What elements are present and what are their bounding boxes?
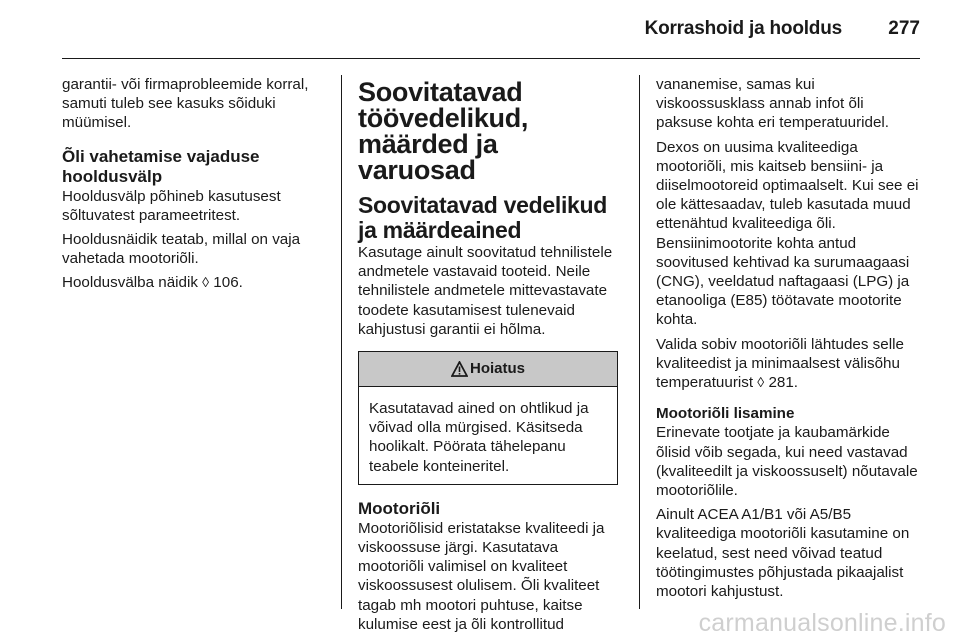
section-heading: Mootoriõli bbox=[358, 498, 441, 518]
column-middle bbox=[358, 75, 622, 639]
paragraph: Ainult ACEA A1/B1 või A5/B5 kvaliteediga mootoriõli kasutamine on keelatud, sest need võivad teatud töötingimustes põhjustada pikaajalist mootori kahjustust. bbox=[656, 506, 910, 601]
column-divider bbox=[341, 75, 342, 609]
paragraph: vananemise, samas kui viskoossusklass annab infot õli paksuse kohta eri temperatuuridel. bbox=[656, 76, 890, 132]
section-heading: Õli vahetamise vajaduse hooldusvälp bbox=[62, 146, 260, 186]
warning-label: Hoiatus bbox=[469, 360, 525, 378]
paragraph: Mootoriõlisid eristatakse kvaliteedi ja viskoossuse järgi. Kasutatava mootoriõli valimisel on kvaliteet viskoossusest olulisem. Õli kvaliteet tagab mh mootori puhtuse, kaitse kulumise eest ja õli kontrollitud bbox=[358, 519, 605, 633]
section-title: Korrashoid ja hooldus bbox=[644, 18, 842, 39]
paragraph: Erinevate tootjate ja kaubamärkide õlisid võib segada, kui need vastavad (kvaliteedilt ja viskoossuselt) nõutavale mootoriõlile. bbox=[656, 424, 918, 500]
paragraph: Dexos on uusima kvaliteediga mootoriõli, mis kaitseb bensiini- ja diiselmootoreid optimaalselt. Kui see ei ole kättesaadav, tuleb kasutada muud ettenähtud kvaliteediga õli. Bensiinimootorite kohta antud soovitused kehtivad ka surumaagaasi (CNG), veeldatud naftagaasi (LPG) ja etanooliga (E85) töötavate mootorite kohta. bbox=[656, 138, 919, 329]
column-left bbox=[62, 75, 324, 298]
paragraph-text: Valida sobiv mootoriõli lähtudes selle kvaliteedist ja minimaalsest välisõhu temperatuurist bbox=[656, 335, 904, 392]
paragraph-with-reference bbox=[62, 273, 324, 292]
chapter-title: Soovitatavad töövedelikud, määrded ja varuosad bbox=[358, 77, 529, 185]
paragraph-with-reference bbox=[656, 335, 922, 393]
page-reference-icon: ◊ bbox=[202, 274, 210, 291]
paragraph: Hooldusvälp põhineb kasutusest sõltuvatest parameetritest. bbox=[62, 187, 281, 224]
warning-header bbox=[359, 352, 617, 387]
page-reference[interactable]: 106. bbox=[209, 274, 243, 292]
watermark: carmanualsonline.info bbox=[698, 609, 946, 637]
page-number: 277 bbox=[888, 18, 920, 39]
page-header bbox=[0, 0, 960, 58]
paragraph-text: Hooldusvälba näidik bbox=[62, 274, 203, 292]
warning-box bbox=[358, 351, 618, 485]
paragraph: garantii- või firmaprobleemide korral, samuti tuleb see kasuks sõiduki müümisel. bbox=[62, 76, 309, 132]
paragraph: Kasutage ainult soovitatud tehnilistele andmetele vastavaid tooteid. Neile tehnilistele andmetele mittevastavate toodete kasutamisest tulenevaid kahjustusi garantii ei hõlma. bbox=[358, 244, 613, 338]
warning-text: Kasutatavad ained on ohtlikud ja võivad olla mürgised. Käsitseda hoolikalt. Pöörata tähelepanu teabele konteineritel. bbox=[369, 400, 589, 475]
subsection-title: Soovitatavad vedelikud ja määrdeained bbox=[358, 192, 608, 243]
section-heading: Mootoriõli lisamine bbox=[656, 405, 795, 423]
paragraph: Hooldusnäidik teatab, millal on vaja vahetada mootoriõli. bbox=[62, 231, 301, 268]
column-right bbox=[656, 75, 922, 606]
page-reference-icon: ◊ bbox=[757, 374, 765, 391]
header-divider bbox=[62, 58, 920, 59]
page-reference[interactable]: 281. bbox=[764, 374, 798, 392]
warning-triangle-icon bbox=[451, 361, 468, 377]
column-divider bbox=[639, 75, 640, 609]
